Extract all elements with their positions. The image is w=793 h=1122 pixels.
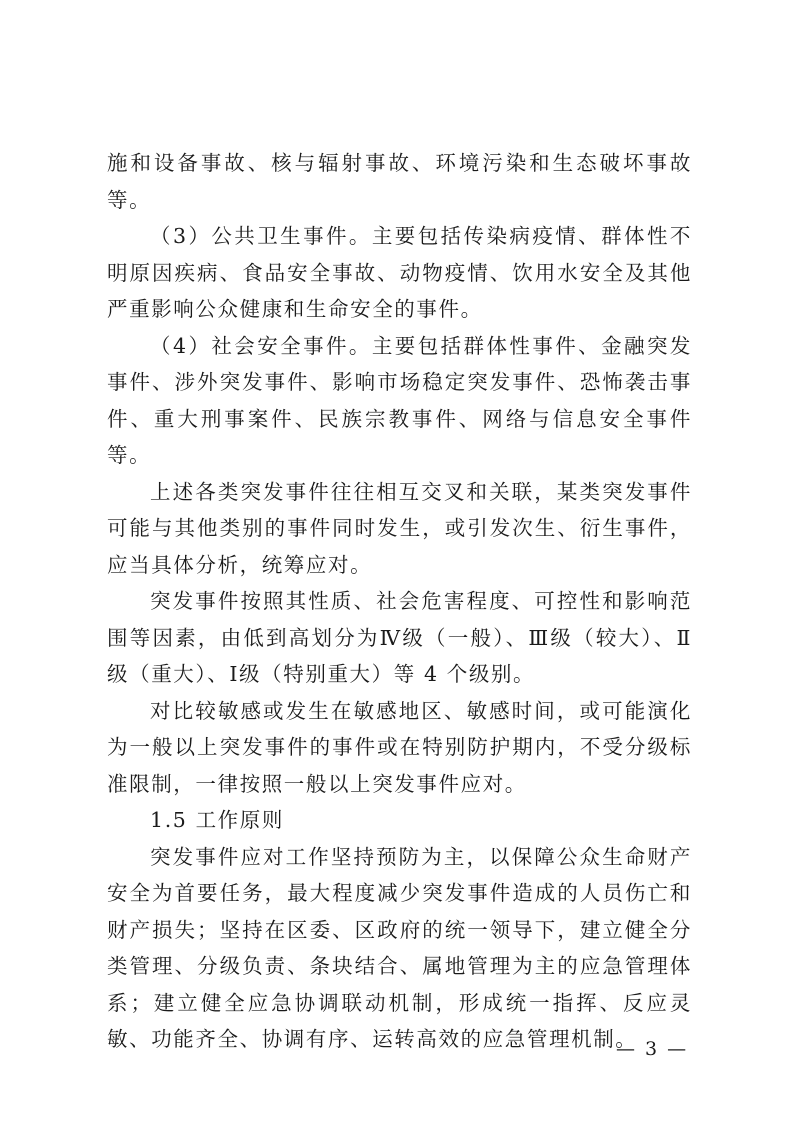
paragraph-working-principles: 突发事件应对工作坚持预防为主，以保障公众生命财产安全为首要任务，最大程度减少突发事件造成的人员伤亡和财产损失；坚持在区委、区政府的统一领导下，建立健全分类管理、分级负责、条块结合、属地管理为主的应急管理体系；建立健全应急协调联动机制，形成统一指挥、反应灵敏、功能齐全、协调有序、运转高效的应急管理机制。: [107, 844, 692, 1051]
paragraph-public-health: （3）公共卫生事件。主要包括传染病疫情、群体性不明原因疾病、食品安全事故、动物疫情、饮用水安全及其他严重影响公众健康和生命安全的事件。: [107, 224, 692, 321]
paragraph-classification-levels: 突发事件按照其性质、社会危害程度、可控性和影响范围等因素，由低到高划分为Ⅳ级（一般）、Ⅲ级（较大）、Ⅱ级（重大）、Ⅰ级（特别重大）等 4 个级别。: [107, 589, 692, 686]
paragraph-social-security: （4）社会安全事件。主要包括群体性事件、金融突发事件、涉外突发事件、影响市场稳定突发事件、恐怖袭击事件、重大刑事案件、民族宗教事件、网络与信息安全事件等。: [107, 333, 692, 467]
page-number: — 3 —: [616, 1038, 689, 1060]
document-body: [107, 145, 692, 1058]
paragraph-continuation: 施和设备事故、核与辐射事故、环境污染和生态破坏事故等。: [107, 151, 692, 212]
paragraph-interrelation: 上述各类突发事件往往相互交叉和关联，某类突发事件可能与其他类别的事件同时发生，或引发次生、衍生事件，应当具体分析，统筹应对。: [107, 479, 692, 577]
paragraph-sensitive-events: 对比较敏感或发生在敏感地区、敏感时间，或可能演化为一般以上突发事件的事件或在特别防护期内，不受分级标准限制，一律按照一般以上突发事件应对。: [107, 698, 692, 796]
section-heading: 1.5 工作原则: [150, 808, 284, 832]
